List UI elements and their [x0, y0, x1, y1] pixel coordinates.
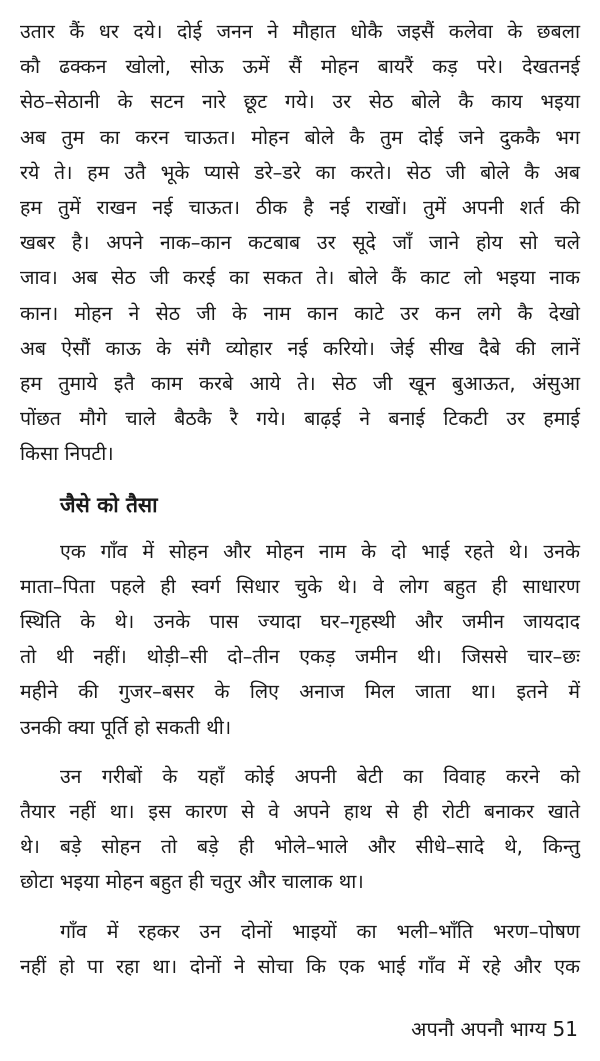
text-line: नहीं हो पा रहा था। दोनों ने सोचा कि एक भाई गाँव में रहे और एक	[20, 954, 580, 978]
story-heading: जैसे को तैसा	[60, 492, 158, 517]
text-line: सेठ–सेठानी के सटन नारे छूट गये। उर सेठ बोले कै काय भइया	[20, 90, 580, 114]
text-line: हम तुमें राखन नई चाऊत। ठीक है नई राखों। तुमें अपनी शर्त की	[20, 196, 580, 220]
text-line: गाँव में रहकर उन दोनों भाइयों का भली–भाँति भरण–पोषण	[60, 919, 580, 943]
text-line: खबर है। अपने नाक–कान कटबाब उर सूदे जाँ जाने होय सो चले	[20, 231, 580, 255]
story-paragraph-1	[20, 534, 580, 745]
text-line: कौ ढक्कन खोलो, सोऊ ऊमें सैं मोहन बायरैं कड़ परे। देखतनई	[20, 55, 580, 79]
text-line: पोंछत मौगे चाले बैठकै रै गये। बाढ़ई ने बनाई टिकटी उर हमाई	[20, 407, 580, 431]
page-footer	[411, 1016, 578, 1042]
story-paragraph-2	[20, 759, 580, 900]
text-line: माता–पिता पहले ही स्वर्ग सिधार चुके थे। वे लोग बहुत ही साधारण	[20, 574, 580, 598]
text-line: कान। मोहन ने सेठ जी के नाम कान काटे उर कन लगे कै देखो	[20, 301, 580, 325]
text-line: एक गाँव में सोहन और मोहन नाम के दो भाई रहते थे। उनके	[60, 539, 580, 563]
text-line: तो थी नहीं। थोड़ी–सी दो–तीन एकड़ जमीन थी। जिससे चार–छः	[20, 645, 580, 669]
story-ending-paragraph	[20, 14, 580, 472]
running-title: अपनौ अपनौ भाग्य	[411, 1017, 547, 1041]
text-line: उन गरीबों के यहाँ कोई अपनी बेटी का विवाह करने को	[60, 764, 580, 788]
paragraph-spacer	[20, 745, 580, 759]
text-line: जाव। अब सेठ जी करई का सकत ते। बोले कैं काट लो भइया नाक	[20, 266, 580, 290]
text-line: उनकी क्या पूर्ति हो सकती थी।	[20, 715, 232, 739]
text-line: तैयार नहीं था। इस कारण से वे अपने हाथ से ही रोटी बनाकर खाते	[20, 800, 580, 824]
page-number: 51	[552, 1017, 578, 1041]
text-line: स्थिति के थे। उनके पास ज्यादा घर–गृहस्थी और जमीन जायदाद	[20, 610, 580, 634]
text-line: महीने की गुजर–बसर के लिए अनाज मिल जाता था। इतने में	[20, 680, 580, 704]
text-line: थे। बड़े सोहन तो बड़े ही भोले–भाले और सीधे–सादे थे, किन्तु	[20, 835, 580, 859]
story-paragraph-3	[20, 914, 580, 984]
text-line: रये ते। हम उतै भूके प्यासे डरे–डरे का करते। सेठ जी बोले कै अब	[20, 160, 580, 184]
text-line: अब ऐसौं काऊ के संगै व्योहार नई करियो। जेई सीख दैबे की लानें	[20, 336, 580, 360]
paragraph-spacer	[20, 900, 580, 914]
text-line: अब तुम का करन चाऊत। मोहन बोले कै तुम दोई जने दुककै भग	[20, 125, 580, 149]
text-line: छोटा भइया मोहन बहुत ही चतुर और चालाक था।	[20, 870, 364, 894]
text-line: उतार कैं धर दये। दोई जनन ने मौहात धोकै जइसैं कलेवा के छबला	[20, 20, 580, 43]
text-line: किसा निपटी।	[20, 442, 114, 466]
text-line: हम तुमाये इतै काम करबे आये ते। सेठ जी खून बुआऊत, अंसुआ	[20, 372, 580, 396]
